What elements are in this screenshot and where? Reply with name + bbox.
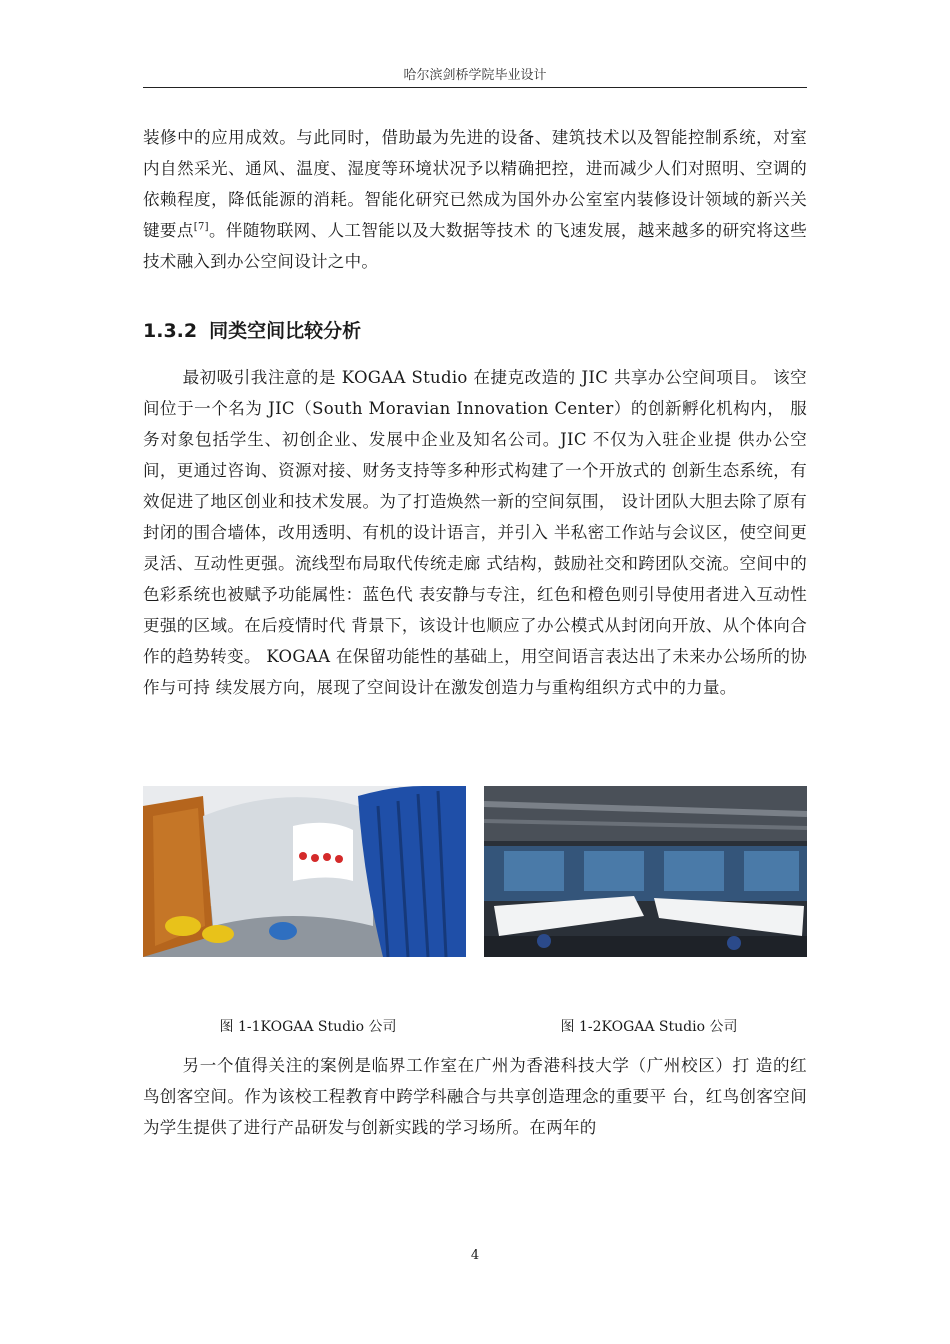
paragraph-1-text: 装修中的应用成效。与此同时，借助最为先进的设备、建筑技术以及智能控制系统，对室内自然采光、通风、温度、湿度等环境状况予以精确把控，进而减少人们对照明、空调的依赖程度，降低能源的消耗。智能化研究已然成为国外办公室室内装修设计领域的新兴关键要点 xyxy=(143,128,807,240)
paragraph-1 xyxy=(143,122,807,277)
section-number: 1.3.2 xyxy=(143,320,198,342)
page-header: 哈尔滨剑桥学院毕业设计 xyxy=(403,68,547,83)
page-number: 4 xyxy=(470,1248,480,1263)
paragraph-1-text-cont: 。伴随物联网、人工智能以及大数据等技术 的飞速发展，越来越多的研究将这些技术融入到办公空间设计之中。 xyxy=(143,221,808,271)
figure-1-caption: 图 1-1KOGAA Studio 公司 xyxy=(219,1019,397,1035)
citation-ref[interactable]: [7] xyxy=(193,221,209,233)
paragraph-2: 最初吸引我注意的是 KOGAA Studio 在捷克改造的 JIC 共享办公空间项目。 该空间位于一个名为 JIC（South Moravian Innovation Center）的创新孵化机构内， 服务对象包括学生、初创企业、发展中企业及知名公司。JIC 不仅为入驻企业提 供办公空间，更通过咨询、资源对接、财务支持等多种形式构建了一个开放式的 创新生态系统，有效促进了地区创业和技术发展。为了打造焕然一新的空间氛围， 设计团队大胆去除了原有封闭的围合墙体，改用透明、有机的设计语言，并引入 半私密工作站与会议区，使空间更灵活、互动性更强。流线型布局取代传统走廊 式结构，鼓励社交和跨团队交流。空间中的色彩系统也被赋予功能属性：蓝色代 表安静与专注，红色和橙色则引导使用者进入互动性更强的区域。在后疫情时代 背景下，该设计也顺应了办公模式从封闭向开放、从个体向合作的趋势转变。 KOGAA 在保留功能性的基础上，用空间语言表达出了未来办公场所的协作与可持 续发展方向，展现了空间设计在激发创造力与重构组织方式中的力量。 xyxy=(143,368,807,697)
header-rule xyxy=(143,87,807,88)
figure-2-caption: 图 1-2KOGAA Studio 公司 xyxy=(560,1019,738,1035)
section-heading xyxy=(143,316,361,343)
figure-1-image xyxy=(143,786,466,957)
figure-2-image xyxy=(484,786,807,957)
paragraph-3: 另一个值得关注的案例是临界工作室在广州为香港科技大学（广州校区）打 造的红鸟创客空间。作为该校工程教育中跨学科融合与共享创造理念的重要平 台，红鸟创客空间为学生提供了进行产品研发与创新实践的学习场所。在两年的 xyxy=(143,1056,807,1137)
section-title: 同类空间比较分析 xyxy=(209,320,362,342)
